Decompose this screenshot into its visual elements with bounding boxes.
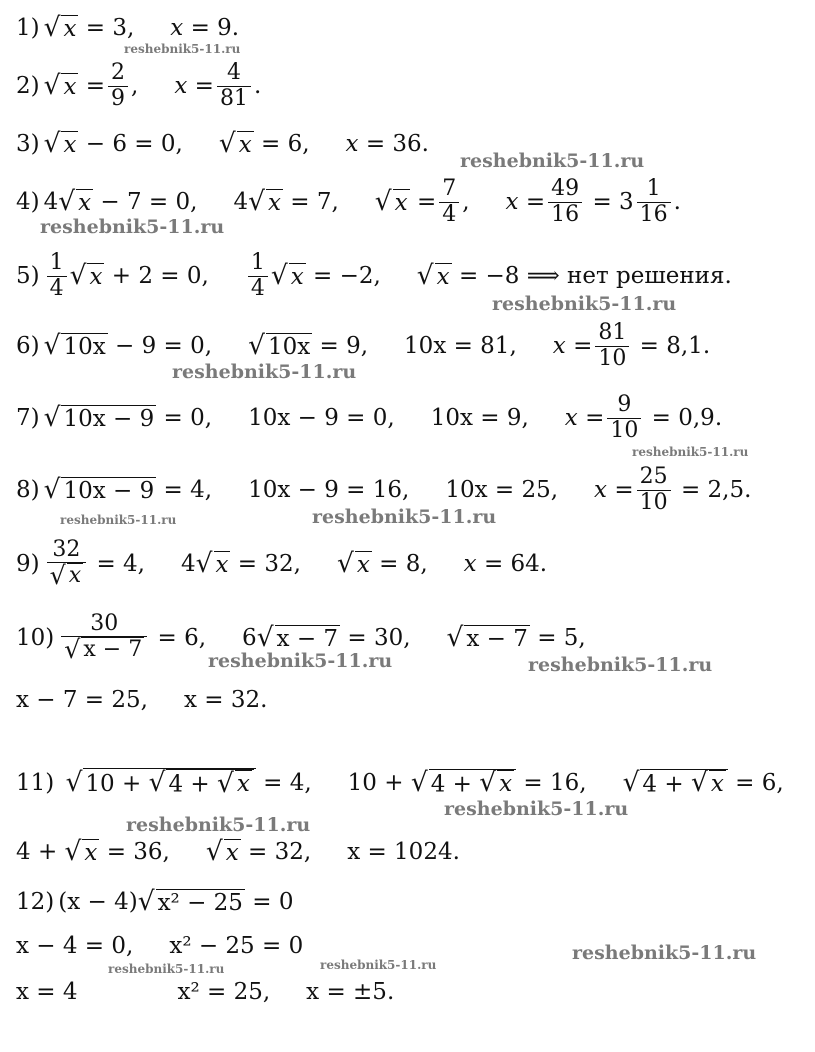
watermark: reshebnik5-11.ru: [40, 216, 225, 238]
line-8: 8) √ 10x − 9 = 4, 10x − 9 = 16, 10x = 25, x = $\frac{25}{10}$ = 2,5.: [16, 464, 752, 515]
line-10b: x − 7 = 25, x = 32.: [16, 687, 268, 713]
line-7: 7) √ 10x − 9 = 0, 10x − 9 = 0, 10x = 9, x = $\frac{9}{10}$ = 0,9.: [16, 392, 723, 443]
watermark: reshebnik5-11.ru: [320, 958, 437, 972]
watermark: reshebnik5-11.ru: [208, 650, 393, 672]
watermark: reshebnik5-11.ru: [172, 361, 357, 383]
watermark: reshebnik5-11.ru: [312, 506, 497, 528]
watermark: reshebnik5-11.ru: [460, 150, 645, 172]
line-1: 1) √ x = 3, x = 9.: [16, 11, 240, 43]
line-9: 9) 32 √ x = 4, 4 √ x = 32, √ x = 8, x = 64.: [16, 536, 548, 590]
line-12b: x − 4 = 0, x² − 25 = 0: [16, 933, 304, 959]
line-11b: 4 + √ x = 36, √ x = 32, x = 1024.: [16, 835, 460, 867]
line-5: 5) $\frac{1}{4}$ √ x + 2 = 0, $\frac{1}{4}$ √ x = −2, √ x = −8 ⟹ нет решения.: [16, 250, 732, 301]
watermark: reshebnik5-11.ru: [492, 293, 677, 315]
line-12: 12) (x − 4) √ x² − 25 = 0: [16, 885, 294, 917]
line-6: 6) √ 10x − 9 = 0, √ 10x = 9, 10x = 81, x = $\frac{81}{10}$ = 8,1.: [16, 320, 711, 371]
watermark: reshebnik5-11.ru: [528, 654, 713, 676]
line-12c: x = 4 x² = 25, x = ±5.: [16, 979, 395, 1005]
watermark: reshebnik5-11.ru: [124, 42, 241, 56]
line-11: 11) √ 10 + √ 4 + √ x = 4, 10 + √ 4 + √ x = 16, √ 4 + √ x = 6,: [16, 766, 784, 799]
line-3: 3) √ x − 6 = 0, √ x = 6, x = 36.: [16, 127, 429, 159]
line-10: 10) 30 √ x − 7 = 6, 6 √ x − 7 = 30, √ x − 7 = 5,: [16, 610, 586, 664]
watermark: reshebnik5-11.ru: [60, 513, 177, 527]
watermark: reshebnik5-11.ru: [632, 445, 749, 459]
watermark: reshebnik5-11.ru: [444, 798, 629, 820]
line-2: 2) √ x = $\frac{2}{9}$ , x = $\frac{4}{81}$ .: [16, 60, 262, 111]
watermark: reshebnik5-11.ru: [108, 962, 225, 976]
watermark: reshebnik5-11.ru: [126, 814, 311, 836]
watermark: reshebnik5-11.ru: [572, 942, 757, 964]
line-4: 4) 4 √ x − 7 = 0, 4 √ x = 7, √ x = $\frac{7}{4}$ , x = $\frac{49}{16}$ = 3 $\frac{1}{16}$ .: [16, 176, 681, 227]
